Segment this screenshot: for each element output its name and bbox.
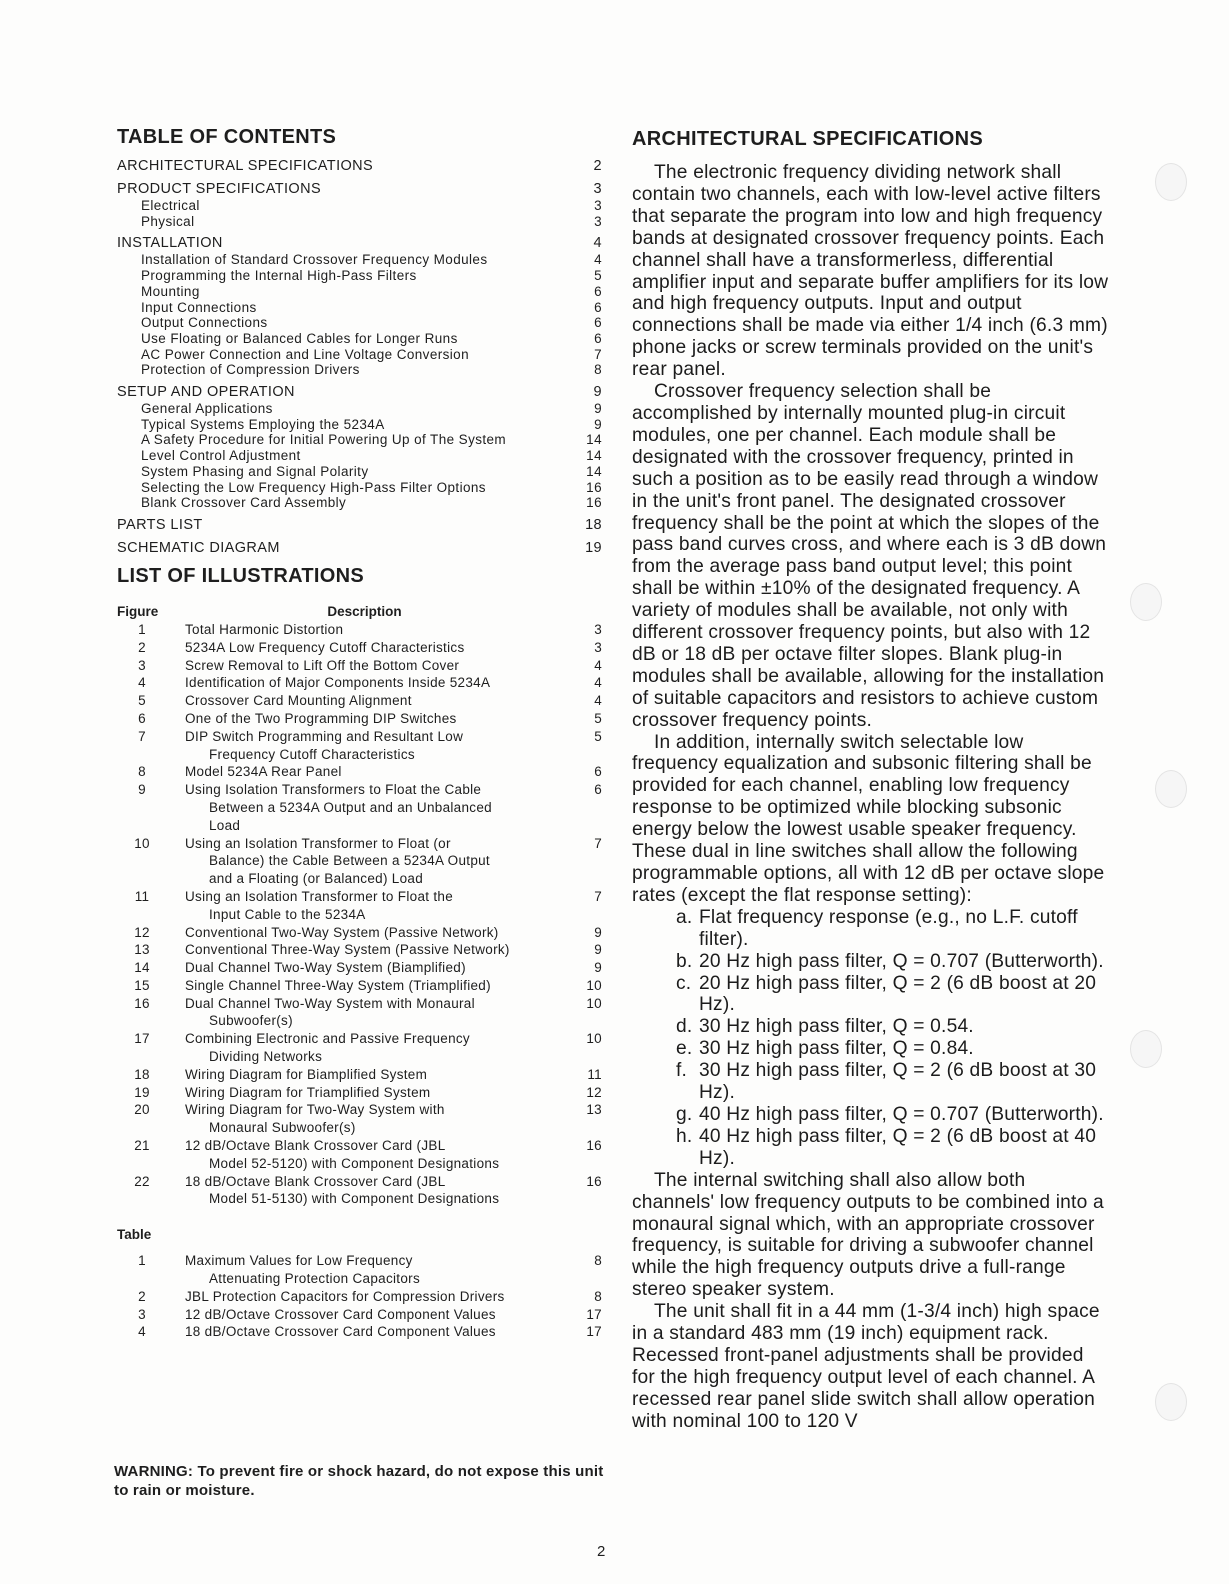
- figure-row-number: 21: [134, 1138, 150, 1154]
- filter-option: [632, 1016, 1112, 1038]
- toc-subentry-label: Level Control Adjustment: [141, 448, 301, 464]
- description-line: 5234A Low Frequency Cutoff Characteristics: [185, 639, 465, 655]
- loi-title: LIST OF ILLUSTRATIONS: [117, 564, 365, 587]
- figure-row-description: [167, 977, 572, 995]
- figure-row-page: 10: [586, 1031, 602, 1047]
- toc-subentry: [117, 198, 602, 214]
- figure-row-description: [167, 639, 572, 657]
- table-row-page: 17: [586, 1306, 602, 1322]
- binder-hole: [1155, 770, 1187, 808]
- loi-column-headers: [117, 603, 602, 621]
- binder-hole: [1155, 163, 1187, 201]
- toc-subentry-page: 9: [594, 416, 602, 432]
- figure-row-description: [167, 781, 572, 834]
- figure-row-number: 14: [134, 960, 150, 976]
- figure-row-description: [167, 888, 572, 924]
- figure-row-number: 1: [138, 621, 146, 637]
- toc-subentry-page: 6: [594, 315, 602, 331]
- figure-row: [117, 977, 602, 995]
- toc-subentry: [117, 331, 602, 347]
- toc-subentry-page: 8: [594, 362, 602, 378]
- table-list-label: Table: [117, 1227, 152, 1243]
- toc-subentry-label: Blank Crossover Card Assembly: [141, 495, 347, 511]
- toc-entry-title: PARTS LIST: [117, 516, 203, 533]
- description-line: 12 dB/Octave Blank Crossover Card (JBL: [185, 1138, 446, 1154]
- toc-subentry-page: 14: [586, 432, 602, 448]
- figure-row-page: 10: [586, 977, 602, 993]
- toc-subentry-page: 6: [594, 299, 602, 315]
- figure-row-page: 9: [594, 960, 602, 976]
- description-line: Attenuating Protection Capacitors: [209, 1271, 421, 1287]
- toc-subentry-label: Output Connections: [141, 315, 268, 331]
- table-row: [117, 1252, 602, 1288]
- description-line: DIP Switch Programming and Resultant Low: [185, 728, 464, 744]
- option-label: g.: [676, 1103, 693, 1125]
- description-line: Wiring Diagram for Triamplified System: [185, 1084, 431, 1100]
- table-row-number: 2: [138, 1288, 146, 1304]
- figure-row-description: [167, 1066, 572, 1084]
- toc-group: [117, 540, 602, 557]
- table-row-page: 8: [594, 1253, 602, 1269]
- toc-subentry-label: AC Power Connection and Line Voltage Conversion: [141, 346, 469, 362]
- table-row-number: 3: [138, 1306, 146, 1322]
- toc-entry-page: 3: [593, 181, 602, 197]
- toc-subentry-label: Programming the Internal High-Pass Filters: [141, 268, 417, 284]
- option-text: 40 Hz high pass filter, Q = 0.707 (Butterworth).: [699, 1103, 1104, 1125]
- toc-subentry-label: General Applications: [141, 401, 273, 417]
- figure-row-number: 3: [138, 657, 146, 673]
- toc-entry-title: SETUP AND OPERATION: [117, 384, 295, 401]
- toc-group: [117, 384, 602, 511]
- figure-row-number: 19: [134, 1084, 150, 1100]
- toc-subentry-label: Installation of Standard Crossover Frequency Modules: [141, 252, 488, 268]
- figure-row-number: 16: [134, 995, 150, 1011]
- toc-subentry-page: 6: [594, 283, 602, 299]
- figure-row: [117, 710, 602, 728]
- figure-row-page: 16: [586, 1138, 602, 1154]
- filter-option: [632, 1060, 1112, 1104]
- figure-row-page: 3: [594, 639, 602, 655]
- figure-row-number: 7: [138, 728, 146, 744]
- figure-row-description: [167, 1137, 572, 1173]
- binder-hole: [1155, 1383, 1187, 1421]
- toc-entry-page: 2: [593, 158, 602, 174]
- description-line: Conventional Two-Way System (Passive Network): [185, 924, 499, 940]
- figure-row-number: 17: [134, 1031, 150, 1047]
- description-line: Combining Electronic and Passive Frequency: [185, 1031, 470, 1047]
- toc-entry-page: 9: [593, 384, 602, 401]
- description-line: Crossover Card Mounting Alignment: [185, 693, 412, 709]
- figure-row-page: 4: [594, 675, 602, 691]
- figure-row-description: [167, 674, 572, 692]
- figure-row-description: [167, 941, 572, 959]
- table-row-page: 17: [586, 1324, 602, 1340]
- figure-list: [117, 621, 602, 1208]
- description-line: Total Harmonic Distortion: [185, 621, 344, 637]
- figure-row-description: [167, 924, 572, 942]
- filter-option: [632, 1104, 1112, 1126]
- toc-subentry-label: Electrical: [141, 198, 200, 213]
- toc-subentry-page: 14: [586, 463, 602, 479]
- figure-row-description: [167, 692, 572, 710]
- table-row-page: 8: [594, 1288, 602, 1304]
- figure-row-number: 10: [134, 835, 150, 851]
- figure-row: [117, 959, 602, 977]
- toc-subentry-label: Selecting the Low Frequency High-Pass Filter Options: [141, 479, 486, 495]
- table-row-description: [167, 1306, 572, 1324]
- description-column-header: Description: [327, 603, 402, 619]
- toc-subentry-page: 7: [594, 346, 602, 362]
- description-line: Dividing Networks: [209, 1049, 323, 1065]
- binder-hole: [1130, 583, 1162, 621]
- toc-group: [117, 181, 602, 229]
- description-line: Single Channel Three-Way System (Triamplified): [185, 977, 491, 993]
- option-label: b.: [676, 950, 693, 972]
- figure-row-number: 5: [138, 693, 146, 709]
- figure-row: [117, 888, 602, 924]
- figure-row-page: 5: [594, 710, 602, 726]
- toc-subentry-label: A Safety Procedure for Initial Powering Up of The System: [141, 432, 507, 448]
- description-line: Model 52-5120) with Component Designations: [209, 1155, 500, 1171]
- toc-subentry-page: 16: [586, 495, 602, 511]
- description-line: Maximum Values for Low Frequency: [185, 1253, 413, 1269]
- description-line: Using an Isolation Transformer to Float the: [185, 888, 454, 904]
- figure-row-number: 2: [138, 639, 146, 655]
- toc-subentry-page: 5: [594, 268, 602, 284]
- toc-subentry-label: Mounting: [141, 283, 200, 299]
- description-line: Between a 5234A Output and an Unbalanced: [209, 799, 492, 815]
- figure-row-description: [167, 1101, 572, 1137]
- toc-entry: [117, 158, 602, 175]
- description-line: Subwoofer(s): [209, 1013, 293, 1029]
- toc-subentry: [117, 401, 602, 417]
- paragraph: Crossover frequency selection shall be accomplished by internally mounted plug-in circuit modules, one per channel. Each module shall be designated with the crossover frequency, printed in such a position as to be easily read through a window in the unit's front panel. The designated crossover frequency shall be the point at which the slopes of the pass band curves cross, and where each is 3 dB down from the average pass band output level; this point shall be within ±10% of the designated frequency. A variety of modules shall be available, not only with different crossover frequency points, but also with 12 dB or 18 dB per octave filter slopes. Blank plug-in modules shall be available, allowing for the installation of suitable capacitors and resistors to achieve custom crossover frequency points.: [632, 381, 1107, 731]
- toc-subentry: [117, 284, 602, 300]
- paragraph: In addition, internally switch selectable low frequency equalization and subsonic filtering shall be provided for each channel, enabling low frequency response to be optimized while blocking subsonic energy below the lowest usable speaker frequency. These dual in line switches shall allow the following programmable options, all with 12 dB per octave slope rates (except the flat response setting):: [632, 731, 1105, 906]
- toc-entry-page: 19: [585, 539, 602, 556]
- description-line: Balance) the Cable Between a 5234A Output: [209, 853, 490, 869]
- toc-subentry-label: Protection of Compression Drivers: [141, 362, 360, 378]
- right-column: [632, 126, 1112, 1433]
- option-label: e.: [676, 1038, 693, 1060]
- figure-row-page: 7: [594, 835, 602, 851]
- filter-options-list: [632, 907, 1112, 1170]
- description-line: 18 dB/Octave Blank Crossover Card (JBL: [185, 1173, 446, 1189]
- toc-subentry-label: System Phasing and Signal Polarity: [141, 463, 369, 479]
- description-line: Screw Removal to Lift Off the Bottom Cover: [185, 657, 460, 673]
- arch-spec-body: [632, 162, 1112, 1433]
- toc-entry: [117, 517, 602, 534]
- description-line: Identification of Major Components Inside 5234A: [185, 675, 491, 691]
- toc-entry-title: PRODUCT SPECIFICATIONS: [117, 181, 322, 197]
- toc-subentry-page: 6: [594, 330, 602, 346]
- figure-row-page: 16: [586, 1173, 602, 1189]
- figure-row-description: [167, 1173, 572, 1209]
- table-list: [117, 1252, 602, 1341]
- figure-row: [117, 995, 602, 1031]
- description-line: Using an Isolation Transformer to Float (or: [185, 835, 451, 851]
- figure-row: [117, 924, 602, 942]
- toc-subentry-label: Input Connections: [141, 299, 257, 315]
- option-label: c.: [676, 972, 692, 994]
- figure-row-description: [167, 657, 572, 675]
- figure-row: [117, 1137, 602, 1173]
- toc-subentry-label: Physical: [141, 213, 195, 229]
- figure-row-number: 8: [138, 764, 146, 780]
- description-line: Conventional Three-Way System (Passive Network): [185, 942, 510, 958]
- description-line: Model 51-5130) with Component Designations: [209, 1191, 500, 1207]
- figure-row-number: 9: [138, 782, 146, 798]
- figure-row-page: 4: [594, 693, 602, 709]
- binder-hole: [1130, 1030, 1162, 1068]
- paragraph: The unit shall fit in a 44 mm (1-3/4 inch) high space in a standard 483 mm (19 inch) equipment rack. Recessed front-panel adjustments shall be provided for the high frequency output level of each channel. A recessed rear panel slide switch shall allow operation with nominal 100 to 120 V: [632, 1301, 1100, 1432]
- option-text: 20 Hz high pass filter, Q = 0.707 (Butterworth).: [699, 950, 1104, 972]
- toc-entry-page: 18: [585, 516, 602, 533]
- description-line: One of the Two Programming DIP Switches: [185, 710, 457, 726]
- figure-row-page: 9: [594, 924, 602, 940]
- figure-row-number: 15: [134, 977, 150, 993]
- description-line: 18 dB/Octave Crossover Card Component Values: [185, 1324, 496, 1340]
- description-line: Dual Channel Two-Way System (Biamplified): [185, 960, 466, 976]
- toc-subentry: [117, 268, 602, 284]
- figure-row-description: [167, 1030, 572, 1066]
- toc-entry: [117, 540, 602, 557]
- option-label: h.: [676, 1125, 693, 1147]
- toc-title: TABLE OF CONTENTS: [117, 126, 337, 148]
- figure-row: [117, 657, 602, 675]
- table-row-description: [167, 1323, 572, 1341]
- toc-entry: [117, 181, 602, 198]
- description-line: Using Isolation Transformers to Float the Cable: [185, 782, 482, 798]
- figure-row: [117, 692, 602, 710]
- option-text: Flat frequency response (e.g., no L.F. cutoff filter).: [699, 906, 1078, 950]
- figure-row: [117, 781, 602, 834]
- toc-subentry: [117, 214, 602, 230]
- table-row-description: [167, 1252, 572, 1288]
- toc-subentry-label: Use Floating or Balanced Cables for Longer Runs: [141, 330, 458, 346]
- figure-row: [117, 728, 602, 764]
- toc-subentry-page: 16: [586, 479, 602, 495]
- toc-subentry-page: 14: [586, 448, 602, 464]
- figure-row-page: 9: [594, 942, 602, 958]
- figure-row-description: [167, 710, 572, 728]
- figure-row-description: [167, 621, 572, 639]
- toc-subentry: [117, 495, 602, 511]
- figure-row-number: 20: [134, 1102, 150, 1118]
- description-line: Wiring Diagram for Biamplified System: [185, 1066, 428, 1082]
- toc-subentry: [117, 432, 602, 448]
- figure-row: [117, 1101, 602, 1137]
- figure-row-description: [167, 995, 572, 1031]
- figure-row: [117, 1084, 602, 1102]
- figure-row: [117, 639, 602, 657]
- description-line: Input Cable to the 5234A: [209, 906, 366, 922]
- arch-spec-title: ARCHITECTURAL SPECIFICATIONS: [632, 128, 983, 150]
- toc-subentry: [117, 417, 602, 433]
- option-text: 20 Hz high pass filter, Q = 2 (6 dB boost at 20 Hz).: [699, 972, 1097, 1016]
- paragraph: The electronic frequency dividing network shall contain two channels, each with low-level active filters that separate the program into low and high frequency bands at designated crossover frequency points. Each channel shall have a transformerless, differential amplifier input and separate buffer amplifiers for its low and high frequency outputs. Input and output connections shall be made via either 1/4 inch (6.3 mm) phone jacks or screw terminals provided on the unit's rear panel.: [632, 162, 1109, 381]
- description-line: Model 5234A Rear Panel: [185, 764, 342, 780]
- figure-column-header: Figure: [117, 603, 159, 619]
- table-row: [117, 1306, 602, 1324]
- figure-row-number: 11: [134, 888, 150, 904]
- figure-row: [117, 1173, 602, 1209]
- toc-group: [117, 235, 602, 378]
- toc-group: [117, 158, 602, 175]
- toc-entry-title: ARCHITECTURAL SPECIFICATIONS: [117, 158, 374, 174]
- toc-entry-title: INSTALLATION: [117, 235, 223, 252]
- figure-row: [117, 674, 602, 692]
- filter-option: [632, 907, 1112, 951]
- toc-entry: [117, 235, 602, 252]
- description-line: Wiring Diagram for Two-Way System with: [185, 1102, 445, 1118]
- filter-option: [632, 1038, 1112, 1060]
- toc-subentry-label: Typical Systems Employing the 5234A: [141, 416, 385, 432]
- figure-row-number: 12: [134, 924, 150, 940]
- figure-row-page: 13: [586, 1102, 602, 1118]
- description-line: JBL Protection Capacitors for Compression Drivers: [185, 1288, 505, 1304]
- toc-entry-title: SCHEMATIC DIAGRAM: [117, 539, 280, 556]
- figure-row: [117, 763, 602, 781]
- figure-row-description: [167, 959, 572, 977]
- warning-notice: WARNING: To prevent fire or shock hazard, do not expose this unit to rain or moisture.: [114, 1463, 604, 1499]
- option-text: 40 Hz high pass filter, Q = 2 (6 dB boost at 40 Hz).: [699, 1125, 1097, 1169]
- option-label: f.: [676, 1060, 688, 1082]
- filter-option: [632, 951, 1112, 973]
- option-label: d.: [676, 1016, 693, 1038]
- figure-row-description: [167, 835, 572, 888]
- figure-row: [117, 621, 602, 639]
- filter-option: [632, 973, 1112, 1017]
- filter-option: [632, 1126, 1112, 1170]
- description-line: and a Floating (or Balanced) Load: [209, 871, 424, 887]
- page-number: 2: [597, 1543, 606, 1560]
- toc-subentry: [117, 252, 602, 268]
- table-row-number: 4: [138, 1324, 146, 1340]
- option-text: 30 Hz high pass filter, Q = 2 (6 dB boost at 30 Hz).: [699, 1060, 1097, 1104]
- toc-subentry: [117, 300, 602, 316]
- figure-row: [117, 835, 602, 888]
- table-row-number: 1: [138, 1253, 146, 1269]
- figure-row-number: 18: [134, 1066, 150, 1082]
- toc-subentry: [117, 448, 602, 464]
- figure-row-page: 11: [587, 1066, 602, 1082]
- figure-row-page: 12: [586, 1084, 602, 1100]
- figure-row-number: 22: [134, 1173, 150, 1189]
- figure-row-page: 6: [594, 782, 602, 798]
- description-line: 12 dB/Octave Crossover Card Component Values: [185, 1306, 496, 1322]
- toc-group: [117, 517, 602, 534]
- figure-row: [117, 941, 602, 959]
- option-label: a.: [676, 906, 693, 928]
- description-line: Monaural Subwoofer(s): [209, 1120, 356, 1136]
- figure-row-page: 7: [594, 888, 602, 904]
- figure-row-description: [167, 728, 572, 764]
- left-column: [117, 124, 602, 1341]
- toc-subentry: [117, 315, 602, 331]
- description-line: Frequency Cutoff Characteristics: [209, 746, 415, 762]
- toc-subentry: [117, 347, 602, 363]
- figure-row-page: 5: [594, 728, 602, 744]
- option-text: 30 Hz high pass filter, Q = 0.84.: [699, 1038, 974, 1060]
- table-row: [117, 1288, 602, 1306]
- figure-row-number: 4: [138, 675, 146, 691]
- figure-row-description: [167, 763, 572, 781]
- figure-row-description: [167, 1084, 572, 1102]
- option-text: 30 Hz high pass filter, Q = 0.54.: [699, 1016, 974, 1038]
- figure-row: [117, 1066, 602, 1084]
- figure-row-page: 3: [594, 621, 602, 637]
- figure-row-page: 10: [586, 995, 602, 1011]
- description-line: Load: [209, 817, 241, 833]
- figure-row-number: 13: [134, 942, 150, 958]
- figure-row: [117, 1030, 602, 1066]
- toc-entry-page: 4: [593, 235, 602, 252]
- toc-subentry: [117, 362, 602, 378]
- figure-row-page: 6: [594, 764, 602, 780]
- figure-row-number: 6: [138, 710, 146, 726]
- figure-row-page: 4: [594, 657, 602, 673]
- table-of-contents: [117, 158, 602, 557]
- toc-entry: [117, 384, 602, 401]
- toc-subentry: [117, 464, 602, 480]
- toc-subentry: [117, 480, 602, 496]
- toc-subentry-page: 3: [594, 198, 602, 213]
- toc-subentry-page: 9: [594, 401, 602, 417]
- paragraph: The internal switching shall also allow both channels' low frequency outputs to be combined into a monaural signal which, with an appropriate crossover frequency, is suitable for driving a subwoofer channel while the high frequency outputs drive a full-range stereo speaker system.: [632, 1169, 1104, 1301]
- description-line: Dual Channel Two-Way System with Monaural: [185, 995, 475, 1011]
- table-row-description: [167, 1288, 572, 1306]
- toc-subentry-page: 3: [594, 213, 602, 229]
- table-row: [117, 1323, 602, 1341]
- toc-subentry-page: 4: [594, 252, 602, 268]
